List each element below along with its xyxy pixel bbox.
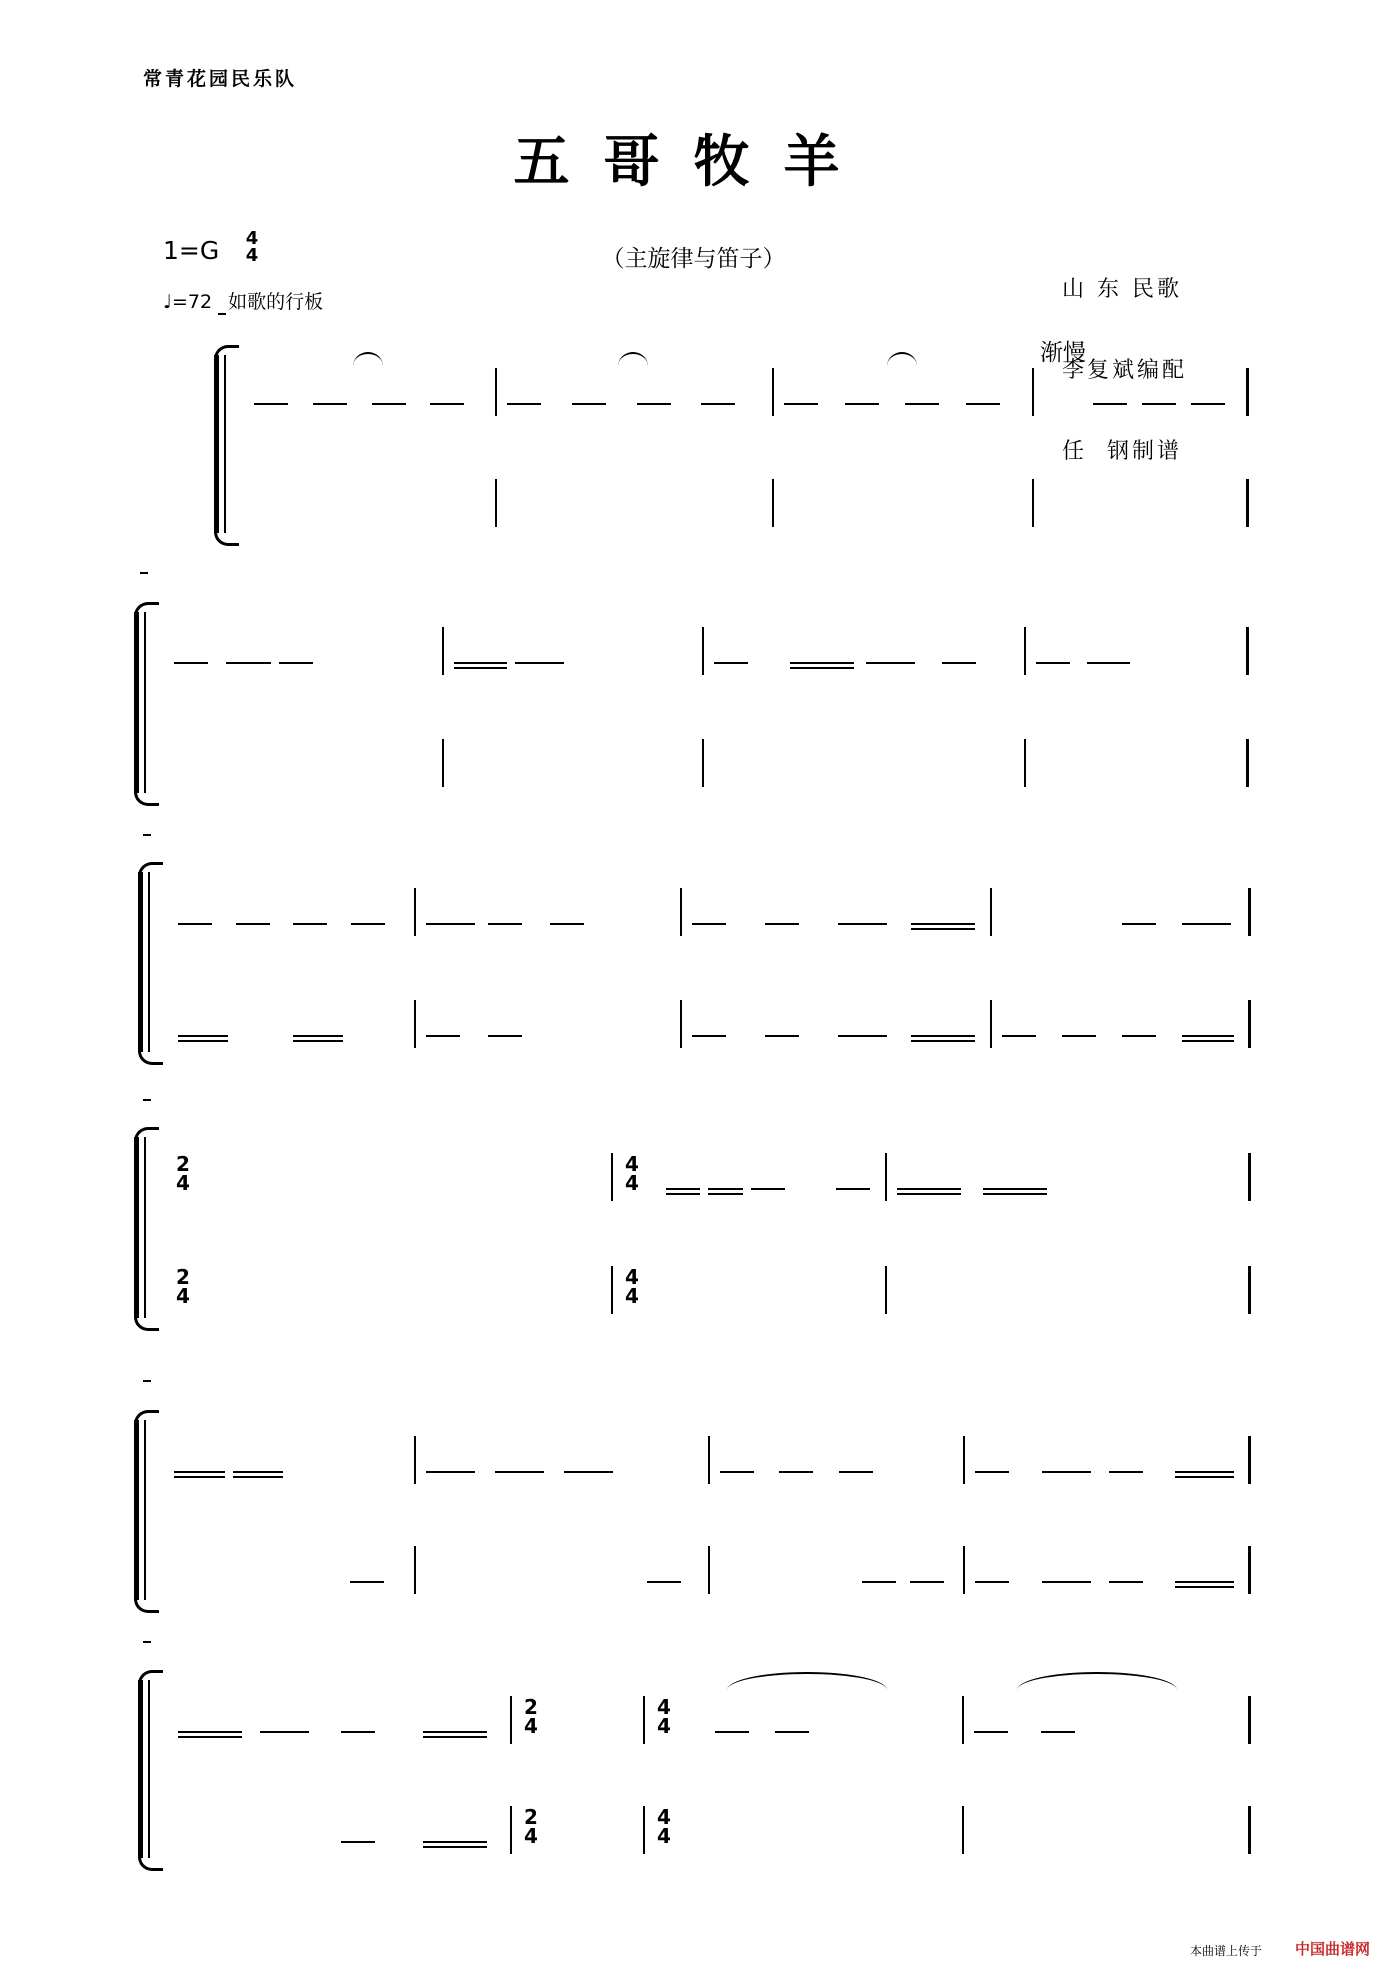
beam-line [784,403,818,405]
time-signature-change [522,1805,540,1848]
slur-mark [353,352,383,366]
beam-line [226,662,270,664]
beam-line [293,1035,343,1037]
subtitle: （主旋律与笛子） [601,246,786,272]
time-sig-top: 2 [176,1152,190,1176]
beam-line [765,1035,799,1037]
beam-line [911,1040,975,1042]
measure-number [143,834,151,836]
measure-number [218,313,226,315]
beam-line [174,1476,225,1478]
time-sig-bottom: 4 [625,1171,639,1195]
beam-line [423,1846,487,1848]
system-bracket [138,1680,143,1858]
beam-line [454,662,507,664]
bracket-cap-top [134,602,159,619]
tempo-expression: 如歌的行板 [228,291,324,313]
barline [495,479,497,527]
beam-line [454,667,507,669]
beam-line [564,1471,613,1473]
beam-line [254,403,288,405]
bracket-cap-top [138,1670,163,1687]
time-sig-top: 4 [657,1805,671,1829]
barline [1024,627,1026,675]
beam-line [430,403,464,405]
system-bracket [214,355,219,533]
beam-line [178,1736,242,1738]
beam-line [1175,1581,1234,1583]
beam-line [495,1471,544,1473]
beam-line [341,1841,375,1843]
beam-line [1041,1731,1075,1733]
measure-number [143,1380,151,1382]
bracket-cap-top [138,862,163,879]
org-name: 常青花园民乐队 [143,68,298,90]
beam-line [572,403,606,405]
tempo-value: ♩=72 [163,291,213,313]
barline [510,1696,512,1744]
beam-line [260,1731,309,1733]
beam-line [178,923,212,925]
barline [708,1546,710,1594]
beam-line [1175,1471,1234,1473]
beam-line [838,1035,887,1037]
barline [680,888,682,936]
beam-line [426,1035,460,1037]
bracket-cap-bottom [134,1596,159,1613]
barline [1032,368,1034,416]
barline [442,627,444,675]
barline [963,1436,965,1484]
beam-line [423,1731,487,1733]
barline-end [1248,1546,1251,1594]
barline [1032,479,1034,527]
system-bracket-line [148,1680,150,1858]
barline [414,1000,416,1048]
beam-line [423,1841,487,1843]
barline-end [1248,1696,1251,1744]
time-signature-change [174,1152,192,1195]
beam-line [1042,1581,1091,1583]
beam-line [1122,1035,1156,1037]
barline [963,1546,965,1594]
beam-line [751,1188,785,1190]
beam-line [423,1736,487,1738]
beam-line [637,403,671,405]
credit-line: 山 东 民歌 [1062,277,1182,302]
barline [643,1696,645,1744]
beam-line [692,1035,726,1037]
beam-line [714,662,748,664]
barline [702,739,704,787]
beam-line [515,662,564,664]
barline-end [1248,888,1251,936]
barline [414,1436,416,1484]
barline [495,368,497,416]
barline-end [1248,1153,1251,1201]
time-sig-bottom: 4 [176,1171,190,1195]
time-signature-change [623,1265,641,1308]
time-sig-bottom: 4 [625,1284,639,1308]
slur-mark [887,352,917,366]
beam-line [426,1471,475,1473]
barline [885,1266,887,1314]
beam-line [236,923,270,925]
barline [885,1153,887,1201]
beam-line [975,1581,1009,1583]
beam-line [862,1581,896,1583]
barline-end [1248,1806,1251,1854]
bracket-cap-bottom [138,1048,163,1065]
beam-line [178,1035,228,1037]
beam-line [866,662,915,664]
beam-line [174,1471,225,1473]
key-signature: 1=G [163,236,220,265]
barline [990,888,992,936]
time-sig-top: 4 [657,1695,671,1719]
time-sig-top: 4 [625,1152,639,1176]
time-sig-bottom: 4 [524,1824,538,1848]
measure-number [143,1099,151,1101]
bracket-cap-top [134,1127,159,1144]
barline-end [1246,368,1249,416]
beam-line [233,1471,284,1473]
system-bracket-line [144,612,146,793]
beam-line [983,1188,1047,1190]
beam-line [715,1731,749,1733]
beam-line [708,1193,743,1195]
beam-line [1142,403,1176,405]
beam-line [942,662,976,664]
beam-line [666,1188,701,1190]
time-sig-top: 2 [524,1695,538,1719]
beam-line [666,1193,701,1195]
beam-line [507,403,541,405]
beam-line [775,1731,809,1733]
beam-line [178,1731,242,1733]
beam-line [1036,662,1070,664]
beam-line [779,1471,813,1473]
beam-line [313,403,347,405]
beam-line [1002,1035,1036,1037]
beam-line [983,1193,1047,1195]
beam-line [1087,662,1130,664]
time-sig-bottom: 4 [524,1714,538,1738]
barline [611,1266,613,1314]
time-sig-top: 2 [176,1265,190,1289]
bracket-cap-bottom [138,1854,163,1871]
barline [962,1806,964,1854]
beam-line [838,923,887,925]
beam-line [1122,923,1156,925]
beam-line [708,1188,743,1190]
beam-line [790,662,854,664]
system-bracket [134,1420,139,1600]
time-sig-bottom: 4 [657,1824,671,1848]
credit-line: 任 钢制谱 [1062,439,1182,464]
beam-line [293,1040,343,1042]
beam-line [1182,1035,1234,1037]
tempo-mark [163,287,323,314]
bracket-cap-top [214,345,239,362]
system-bracket [134,1137,139,1318]
time-sig-bottom: 4 [657,1714,671,1738]
beam-line [1175,1476,1234,1478]
system-bracket [138,872,143,1052]
beam-line [233,1476,284,1478]
slur-mark [1017,1672,1177,1690]
bracket-cap-top [134,1410,159,1427]
beam-line [836,1188,870,1190]
barline-end [1246,739,1249,787]
beam-line [720,1471,754,1473]
beam-line [647,1581,681,1583]
barline [611,1153,613,1201]
slur-mark [727,1672,887,1690]
beam-line [341,1731,375,1733]
barline [990,1000,992,1048]
time-sig-bottom: 4 [245,245,259,266]
barline [510,1806,512,1854]
beam-line [372,403,406,405]
beam-line [1042,1471,1091,1473]
time-signature-change [623,1152,641,1195]
system-bracket-line [224,355,226,533]
beam-line [1109,1471,1143,1473]
beam-line [910,1581,944,1583]
barline-end [1248,1266,1251,1314]
bracket-cap-bottom [134,789,159,806]
beam-line [966,403,1000,405]
barline [680,1000,682,1048]
system-bracket-line [148,872,150,1052]
time-signature-change [522,1695,540,1738]
time-sig-top: 2 [524,1805,538,1829]
beam-line [839,1471,873,1473]
beam-line [845,403,879,405]
ritardando-mark: 渐慢 [1040,340,1086,366]
beam-line [692,923,726,925]
credit-line: 李复斌编配 [1062,358,1188,383]
beam-line [1182,923,1231,925]
beam-line [279,662,313,664]
footer-site-logo: 中国曲谱网 [1295,1940,1371,1958]
beam-line [911,1035,975,1037]
beam-line [1182,1040,1234,1042]
beam-line [351,923,385,925]
beam-line [426,923,475,925]
beam-line [488,1035,522,1037]
system-bracket [134,612,139,793]
barline [772,479,774,527]
barline [1024,739,1026,787]
barline [442,739,444,787]
beam-line [897,1188,961,1190]
beam-line [790,667,854,669]
beam-line [765,923,799,925]
time-sig-top: 4 [625,1265,639,1289]
beam-line [975,1471,1009,1473]
beam-line [174,662,208,664]
time-signature-change [655,1805,673,1848]
barline-end [1246,627,1249,675]
beam-line [1093,403,1127,405]
beam-line [905,403,939,405]
beam-line [178,1040,228,1042]
system-bracket-line [144,1420,146,1600]
barline-end [1248,1000,1251,1048]
barline [414,1546,416,1594]
barline-end [1246,479,1249,527]
system-bracket-line [144,1137,146,1318]
barline [414,888,416,936]
barline [772,368,774,416]
barline [708,1436,710,1484]
beam-line [1062,1035,1096,1037]
time-signature-change [655,1695,673,1738]
beam-line [897,1193,961,1195]
footer-upload: 本曲谱上传于 [1190,1944,1263,1958]
page-title: 五哥牧羊 [513,129,874,195]
beam-line [488,923,522,925]
beam-line [1191,403,1225,405]
beam-line [350,1581,384,1583]
measure-number [143,1641,151,1643]
time-sig-bottom: 4 [176,1284,190,1308]
beam-line [911,928,975,930]
beam-line [911,923,975,925]
barline [962,1696,964,1744]
beam-line [974,1731,1008,1733]
beam-line [701,403,735,405]
beam-line [1175,1586,1234,1588]
measure-number [140,572,148,574]
slur-mark [618,352,648,366]
bracket-cap-bottom [214,529,239,546]
beam-line [293,923,327,925]
beam-line [550,923,584,925]
beam-line [1109,1581,1143,1583]
barline [643,1806,645,1854]
barline [702,627,704,675]
barline-end [1248,1436,1251,1484]
bracket-cap-bottom [134,1314,159,1331]
time-signature-change [174,1265,192,1308]
time-sig-top: 4 [245,228,259,249]
